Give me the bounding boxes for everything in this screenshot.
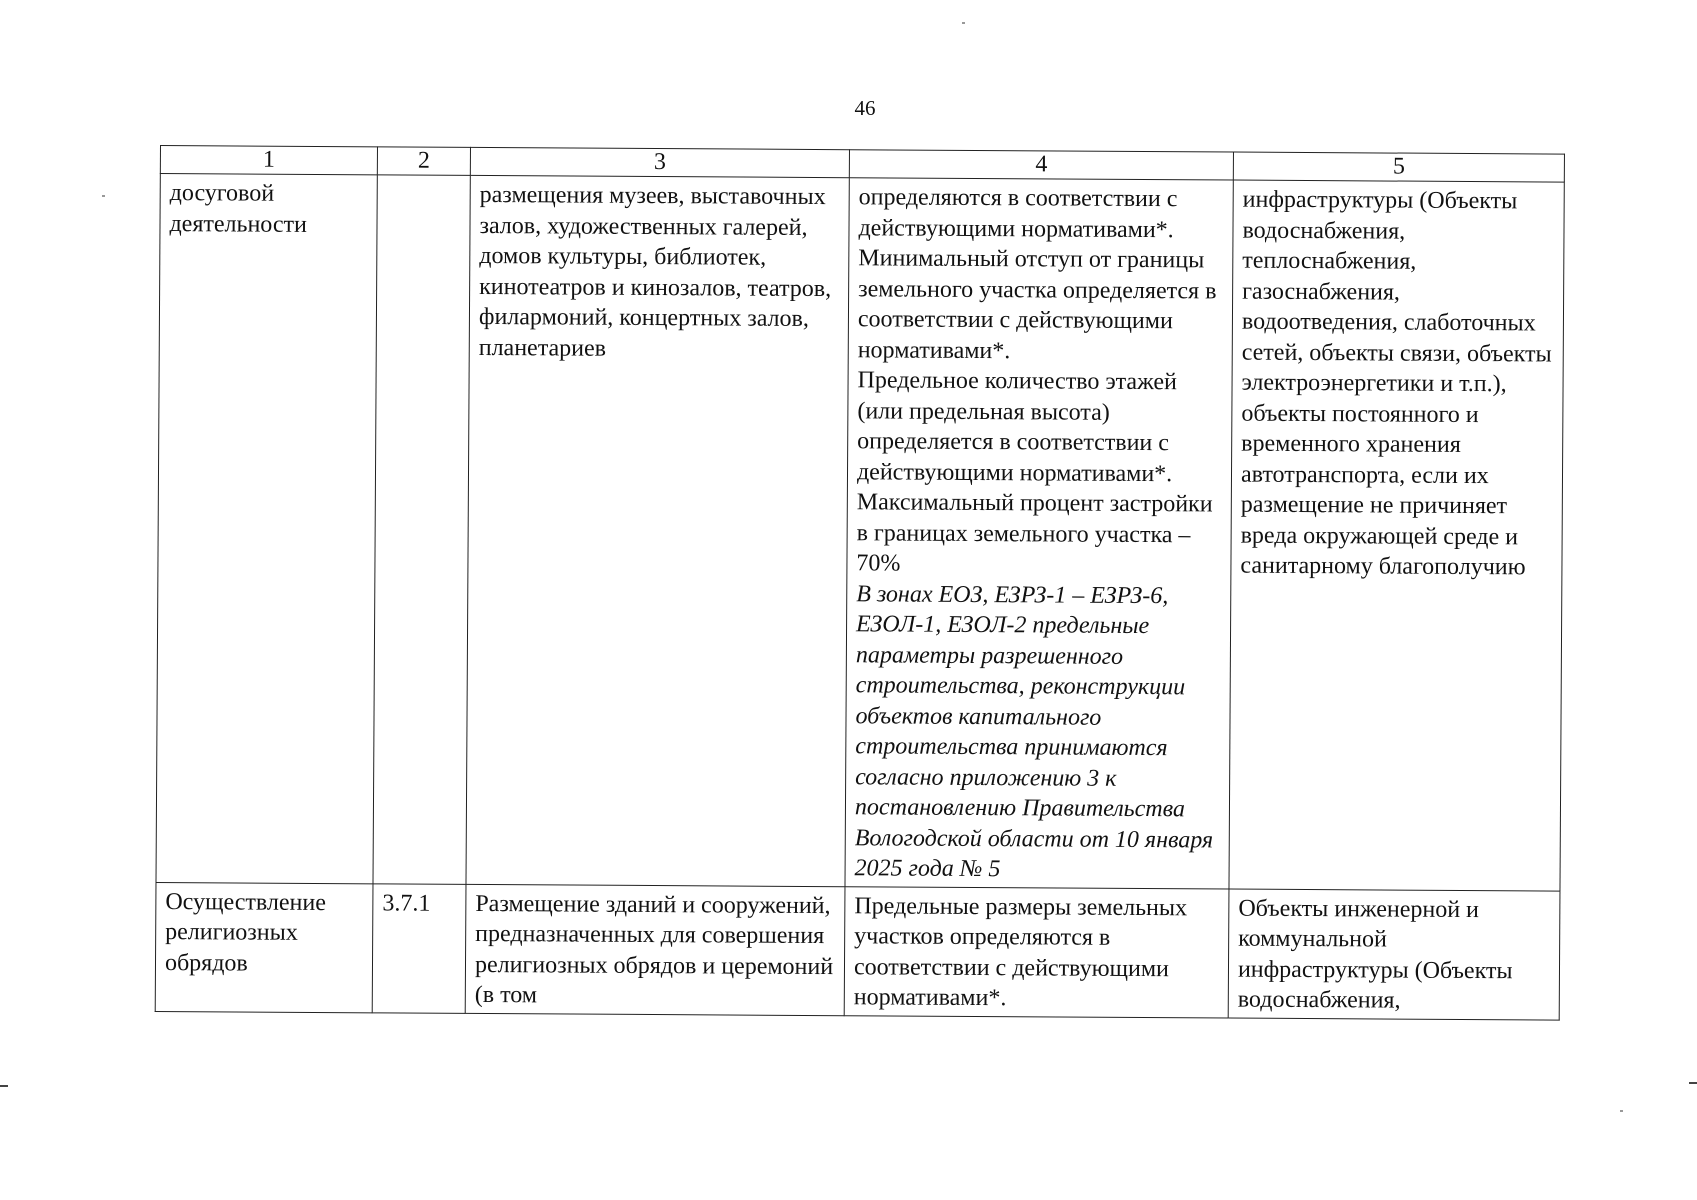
auxiliary-uses-cell: Объекты инженерной и коммунальной инфраструктуры (Объекты водоснабжения, — [1228, 889, 1560, 1020]
parameter-text: Минимальный отступ от границы земельного участка определяется в соответствии с действующими нормативами*. — [857, 245, 1217, 364]
column-header: 4 — [849, 150, 1233, 180]
use-type-cell: Осуществление религиозных обрядов — [155, 882, 373, 1012]
parameter-note: В зонах ЕОЗ, ЕЗРЗ-1 – ЕЗРЗ-6, ЕЗОЛ-1, ЕЗОЛ-2 предельные параметры разрешенного строительства, реконструкции объектов капитального строительства принимаются согласно приложению 3 к постановлению Правительства Вологодской области от 10 января 2025 года № 5 — [854, 580, 1214, 883]
use-type-cell: досуговой деятельности — [156, 174, 377, 884]
scan-speck — [1620, 1110, 1623, 1112]
table-row — [156, 174, 1564, 891]
scan-speck — [962, 22, 965, 24]
table-row — [155, 882, 1560, 1020]
parameters-cell — [845, 178, 1233, 889]
parameter-text: Предельные размеры земельных участков определяются в соответствии с действующими нормативами*. — [853, 892, 1188, 1012]
parameters-cell — [844, 886, 1229, 1017]
auxiliary-uses-cell: инфраструктуры (Объекты водоснабжения, теплоснабжения, газоснабжения, водоотведения, слаботочных сетей, объекты связи, объекты электроэнергетики и т.п.), объекты постоянного и временного хранения автотранспорта, если их размещение не причиняет вреда окружающей среде и санитарному благополучию — [1229, 180, 1564, 891]
parameter-text: Предельное количество этажей (или предельная высота) определяется в соответствии с действующими нормативами*. — [856, 367, 1177, 487]
description-cell: размещения музеев, выставочных залов, художественных галерей, домов культуры, библиотек, кинотеатров и кинозалов, театров, филармоний, концертных залов, планетариев — [466, 175, 849, 886]
page-number: 46 — [854, 96, 876, 120]
column-header: 5 — [1233, 152, 1564, 182]
column-header: 3 — [470, 147, 849, 177]
code-cell — [373, 175, 470, 884]
code-cell: 3.7.1 — [372, 883, 466, 1013]
parameter-text: Максимальный процент застройки в границах земельного участка – 70% — [856, 489, 1213, 577]
parameter-text: определяются в соответствии с действующими нормативами*. — [858, 184, 1178, 243]
scan-edge-mark — [0, 1085, 8, 1087]
column-header: 2 — [377, 147, 470, 176]
regulations-table — [155, 145, 1565, 1020]
column-header: 1 — [160, 146, 377, 175]
scan-edge-mark — [1689, 1082, 1697, 1084]
scan-speck — [102, 195, 105, 197]
description-cell: Размещение зданий и сооружений, предназначенных для совершения религиозных обрядов и церемоний (в том — [465, 884, 845, 1015]
